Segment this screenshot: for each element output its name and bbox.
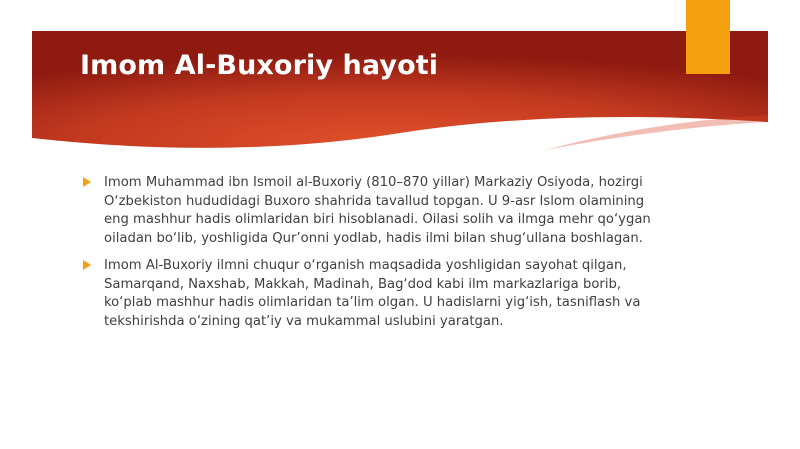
slide-title: Imom Al-Buxoriy hayoti (80, 50, 439, 81)
bullet-text: Imom Muhammad ibn Ismoil al-Buxoriy (810–870 yillar) Markaziy Osiyoda, hozirgi O‘zbekiston hududidagi Buxoro shahrida tavallud topgan. U 9-asr Islom olamining eng mashhur hadis olimlaridan biri hisoblanadi. Oilasi solih va ilmga mehr qo‘ygan oiladan bo‘lib, yoshligida Qur’onni yodlab, hadis ilmi bilan shug‘ullana boshlagan. (104, 175, 651, 246)
bullet-text: Imom Al-Buxoriy ilmni chuqur o‘rganish maqsadida yoshligidan sayohat qilgan, Samarqand, Naxshab, Makkah, Madinah, Bag‘dod kabi ilm markazlariga borib, ko‘plab mashhur hadis olimlaridan ta’lim olgan. U hadislarni yig‘ish, tasniflash va tekshirishda o‘zining qat’iy va mukammal uslubini yaratgan. (104, 258, 641, 329)
accent-tab (686, 0, 730, 74)
bullet-item (80, 257, 660, 331)
bullet-item (80, 174, 660, 248)
banner-lower-curve (545, 115, 768, 150)
bullet-arrow-icon (83, 177, 91, 187)
bullet-arrow-icon (83, 260, 91, 270)
content-list (80, 174, 660, 340)
